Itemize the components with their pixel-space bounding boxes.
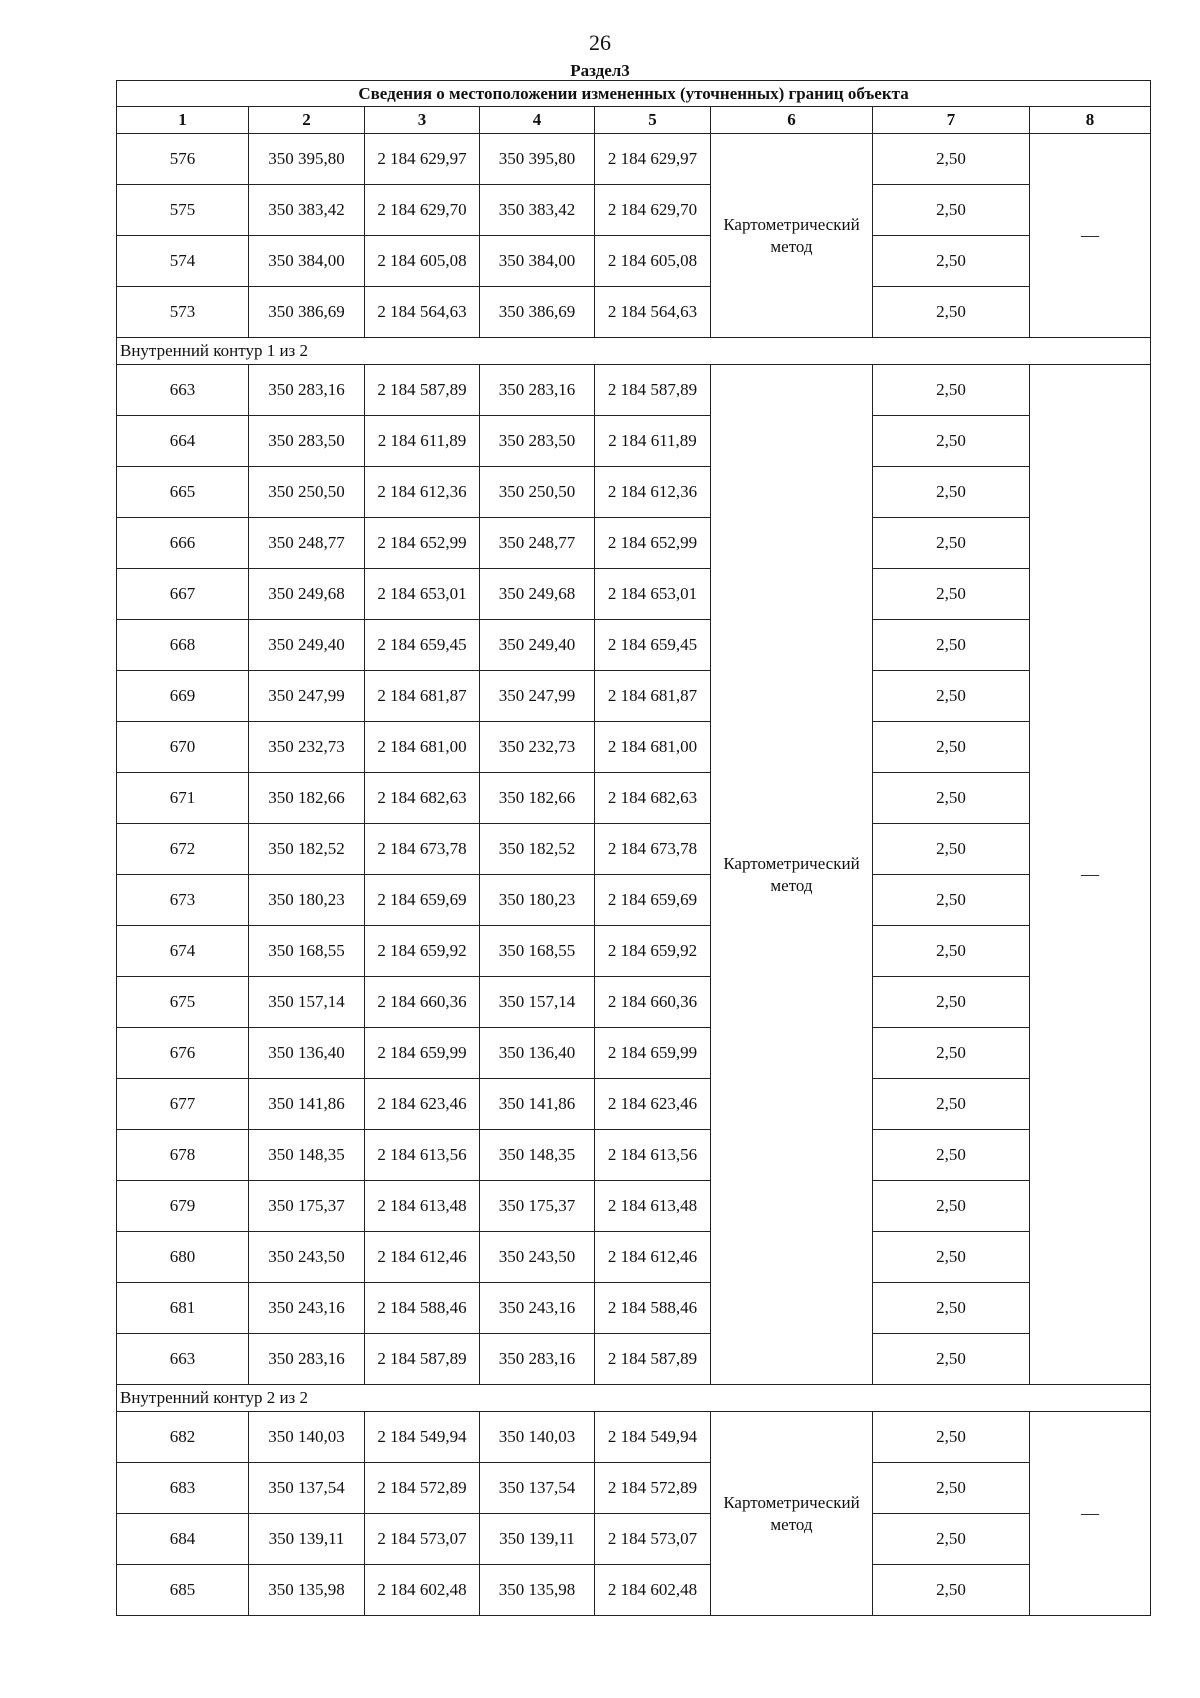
contour-label-row [117, 338, 1151, 365]
point-number-cell: 683 [117, 1463, 249, 1514]
y-coord-cell: 2 184 653,01 [365, 569, 480, 620]
table-row [117, 824, 1151, 875]
x-coord-cell: 350 139,11 [249, 1514, 365, 1565]
x-coord-cell: 350 283,50 [480, 416, 595, 467]
column-header: 1 [117, 107, 249, 134]
accuracy-cell: 2,50 [873, 1130, 1030, 1181]
column-header: 7 [873, 107, 1030, 134]
accuracy-cell: 2,50 [873, 569, 1030, 620]
x-coord-cell: 350 232,73 [249, 722, 365, 773]
y-coord-cell: 2 184 605,08 [595, 236, 711, 287]
table-row [117, 977, 1151, 1028]
y-coord-cell: 2 184 605,08 [365, 236, 480, 287]
accuracy-cell: 2,50 [873, 185, 1030, 236]
y-coord-cell: 2 184 612,36 [365, 467, 480, 518]
table-row [117, 1028, 1151, 1079]
table-row [117, 1334, 1151, 1385]
point-number-cell: 576 [117, 134, 249, 185]
y-coord-cell: 2 184 659,45 [365, 620, 480, 671]
x-coord-cell: 350 283,16 [249, 365, 365, 416]
point-number-cell: 684 [117, 1514, 249, 1565]
x-coord-cell: 350 283,16 [480, 365, 595, 416]
x-coord-cell: 350 175,37 [480, 1181, 595, 1232]
x-coord-cell: 350 136,40 [249, 1028, 365, 1079]
point-number-cell: 663 [117, 365, 249, 416]
point-number-cell: 685 [117, 1565, 249, 1616]
table-row [117, 1181, 1151, 1232]
y-coord-cell: 2 184 613,48 [595, 1181, 711, 1232]
x-coord-cell: 350 141,86 [249, 1079, 365, 1130]
point-number-cell: 678 [117, 1130, 249, 1181]
accuracy-cell: 2,50 [873, 1028, 1030, 1079]
table-row [117, 875, 1151, 926]
column-header: 3 [365, 107, 480, 134]
accuracy-cell: 2,50 [873, 1232, 1030, 1283]
contour-label: Внутренний контур 1 из 2 [117, 338, 1151, 365]
x-coord-cell: 350 148,35 [249, 1130, 365, 1181]
x-coord-cell: 350 168,55 [480, 926, 595, 977]
y-coord-cell: 2 184 681,87 [365, 671, 480, 722]
point-number-cell: 663 [117, 1334, 249, 1385]
x-coord-cell: 350 384,00 [249, 236, 365, 287]
point-number-cell: 677 [117, 1079, 249, 1130]
table-row [117, 518, 1151, 569]
point-number-cell: 666 [117, 518, 249, 569]
column-header: 6 [711, 107, 873, 134]
point-number-cell: 668 [117, 620, 249, 671]
x-coord-cell: 350 182,52 [480, 824, 595, 875]
contour-label-row [117, 1385, 1151, 1412]
y-coord-cell: 2 184 660,36 [365, 977, 480, 1028]
y-coord-cell: 2 184 682,63 [595, 773, 711, 824]
section-title: Раздел3 [570, 61, 630, 80]
accuracy-cell: 2,50 [873, 1514, 1030, 1565]
table-row [117, 926, 1151, 977]
x-coord-cell: 350 386,69 [249, 287, 365, 338]
y-coord-cell: 2 184 659,99 [365, 1028, 480, 1079]
y-coord-cell: 2 184 652,99 [365, 518, 480, 569]
y-coord-cell: 2 184 659,92 [595, 926, 711, 977]
y-coord-cell: 2 184 564,63 [595, 287, 711, 338]
x-coord-cell: 350 243,50 [249, 1232, 365, 1283]
point-number-cell: 671 [117, 773, 249, 824]
x-coord-cell: 350 182,52 [249, 824, 365, 875]
accuracy-cell: 2,50 [873, 287, 1030, 338]
table-row [117, 365, 1151, 416]
x-coord-cell: 350 249,40 [480, 620, 595, 671]
accuracy-cell: 2,50 [873, 236, 1030, 287]
x-coord-cell: 350 395,80 [480, 134, 595, 185]
table-row [117, 773, 1151, 824]
y-coord-cell: 2 184 587,89 [595, 1334, 711, 1385]
x-coord-cell: 350 180,23 [480, 875, 595, 926]
y-coord-cell: 2 184 673,78 [365, 824, 480, 875]
x-coord-cell: 350 283,50 [249, 416, 365, 467]
y-coord-cell: 2 184 611,89 [365, 416, 480, 467]
y-coord-cell: 2 184 602,48 [365, 1565, 480, 1616]
column-8-dash: — [1030, 365, 1151, 1385]
y-coord-cell: 2 184 572,89 [365, 1463, 480, 1514]
y-coord-cell: 2 184 549,94 [595, 1412, 711, 1463]
accuracy-cell: 2,50 [873, 1181, 1030, 1232]
y-coord-cell: 2 184 681,87 [595, 671, 711, 722]
table-caption-row [117, 81, 1151, 107]
y-coord-cell: 2 184 613,56 [365, 1130, 480, 1181]
x-coord-cell: 350 243,16 [249, 1283, 365, 1334]
method-cell: Картометрический метод [711, 134, 873, 338]
y-coord-cell: 2 184 681,00 [365, 722, 480, 773]
y-coord-cell: 2 184 572,89 [595, 1463, 711, 1514]
accuracy-cell: 2,50 [873, 1565, 1030, 1616]
x-coord-cell: 350 137,54 [249, 1463, 365, 1514]
method-cell: Картометрический метод [711, 1412, 873, 1616]
accuracy-cell: 2,50 [873, 365, 1030, 416]
x-coord-cell: 350 247,99 [249, 671, 365, 722]
accuracy-cell: 2,50 [873, 875, 1030, 926]
x-coord-cell: 350 249,68 [249, 569, 365, 620]
table-row [117, 722, 1151, 773]
point-number-cell: 675 [117, 977, 249, 1028]
point-number-cell: 574 [117, 236, 249, 287]
boundary-coordinates-table [116, 80, 1151, 1616]
table-row [117, 1283, 1151, 1334]
y-coord-cell: 2 184 659,99 [595, 1028, 711, 1079]
x-coord-cell: 350 175,37 [249, 1181, 365, 1232]
accuracy-cell: 2,50 [873, 926, 1030, 977]
accuracy-cell: 2,50 [873, 1283, 1030, 1334]
column-8-dash: — [1030, 134, 1151, 338]
y-coord-cell: 2 184 659,92 [365, 926, 480, 977]
contour-label: Внутренний контур 2 из 2 [117, 1385, 1151, 1412]
x-coord-cell: 350 168,55 [249, 926, 365, 977]
x-coord-cell: 350 383,42 [249, 185, 365, 236]
point-number-cell: 670 [117, 722, 249, 773]
x-coord-cell: 350 283,16 [249, 1334, 365, 1385]
y-coord-cell: 2 184 623,46 [365, 1079, 480, 1130]
point-number-cell: 679 [117, 1181, 249, 1232]
table-row [117, 1463, 1151, 1514]
x-coord-cell: 350 384,00 [480, 236, 595, 287]
table-row [117, 1514, 1151, 1565]
y-coord-cell: 2 184 613,56 [595, 1130, 711, 1181]
x-coord-cell: 350 250,50 [249, 467, 365, 518]
y-coord-cell: 2 184 564,63 [365, 287, 480, 338]
table-row [117, 569, 1151, 620]
table-row [117, 236, 1151, 287]
accuracy-cell: 2,50 [873, 620, 1030, 671]
y-coord-cell: 2 184 629,97 [365, 134, 480, 185]
point-number-cell: 667 [117, 569, 249, 620]
x-coord-cell: 350 243,50 [480, 1232, 595, 1283]
point-number-cell: 573 [117, 287, 249, 338]
y-coord-cell: 2 184 653,01 [595, 569, 711, 620]
y-coord-cell: 2 184 612,36 [595, 467, 711, 518]
accuracy-cell: 2,50 [873, 416, 1030, 467]
point-number-cell: 665 [117, 467, 249, 518]
x-coord-cell: 350 140,03 [249, 1412, 365, 1463]
page-number: 26 [589, 30, 611, 55]
accuracy-cell: 2,50 [873, 773, 1030, 824]
column-header: 2 [249, 107, 365, 134]
x-coord-cell: 350 249,40 [249, 620, 365, 671]
y-coord-cell: 2 184 612,46 [595, 1232, 711, 1283]
y-coord-cell: 2 184 652,99 [595, 518, 711, 569]
y-coord-cell: 2 184 549,94 [365, 1412, 480, 1463]
x-coord-cell: 350 247,99 [480, 671, 595, 722]
x-coord-cell: 350 140,03 [480, 1412, 595, 1463]
y-coord-cell: 2 184 659,69 [365, 875, 480, 926]
y-coord-cell: 2 184 588,46 [365, 1283, 480, 1334]
x-coord-cell: 350 182,66 [249, 773, 365, 824]
point-number-cell: 682 [117, 1412, 249, 1463]
accuracy-cell: 2,50 [873, 1334, 1030, 1385]
x-coord-cell: 350 250,50 [480, 467, 595, 518]
y-coord-cell: 2 184 612,46 [365, 1232, 480, 1283]
y-coord-cell: 2 184 659,45 [595, 620, 711, 671]
table-row [117, 134, 1151, 185]
point-number-cell: 575 [117, 185, 249, 236]
y-coord-cell: 2 184 602,48 [595, 1565, 711, 1616]
point-number-cell: 680 [117, 1232, 249, 1283]
x-coord-cell: 350 139,11 [480, 1514, 595, 1565]
y-coord-cell: 2 184 660,36 [595, 977, 711, 1028]
accuracy-cell: 2,50 [873, 134, 1030, 185]
x-coord-cell: 350 180,23 [249, 875, 365, 926]
x-coord-cell: 350 248,77 [249, 518, 365, 569]
accuracy-cell: 2,50 [873, 722, 1030, 773]
x-coord-cell: 350 248,77 [480, 518, 595, 569]
accuracy-cell: 2,50 [873, 1079, 1030, 1130]
y-coord-cell: 2 184 623,46 [595, 1079, 711, 1130]
y-coord-cell: 2 184 573,07 [365, 1514, 480, 1565]
point-number-cell: 664 [117, 416, 249, 467]
y-coord-cell: 2 184 673,78 [595, 824, 711, 875]
x-coord-cell: 350 182,66 [480, 773, 595, 824]
table-body [117, 81, 1151, 1616]
y-coord-cell: 2 184 587,89 [365, 365, 480, 416]
accuracy-cell: 2,50 [873, 977, 1030, 1028]
y-coord-cell: 2 184 629,97 [595, 134, 711, 185]
x-coord-cell: 350 232,73 [480, 722, 595, 773]
accuracy-cell: 2,50 [873, 671, 1030, 722]
y-coord-cell: 2 184 587,89 [595, 365, 711, 416]
table-row [117, 185, 1151, 236]
column-header: 8 [1030, 107, 1151, 134]
point-number-cell: 674 [117, 926, 249, 977]
column-header: 4 [480, 107, 595, 134]
table-row [117, 1565, 1151, 1616]
x-coord-cell: 350 249,68 [480, 569, 595, 620]
x-coord-cell: 350 157,14 [480, 977, 595, 1028]
y-coord-cell: 2 184 681,00 [595, 722, 711, 773]
point-number-cell: 669 [117, 671, 249, 722]
table-caption: Сведения о местоположении измененных (уточненных) границ объекта [117, 81, 1151, 107]
x-coord-cell: 350 157,14 [249, 977, 365, 1028]
x-coord-cell: 350 135,98 [249, 1565, 365, 1616]
y-coord-cell: 2 184 629,70 [595, 185, 711, 236]
y-coord-cell: 2 184 573,07 [595, 1514, 711, 1565]
point-number-cell: 673 [117, 875, 249, 926]
table-row [117, 1079, 1151, 1130]
y-coord-cell: 2 184 613,48 [365, 1181, 480, 1232]
table-row [117, 1232, 1151, 1283]
y-coord-cell: 2 184 659,69 [595, 875, 711, 926]
x-coord-cell: 350 386,69 [480, 287, 595, 338]
point-number-cell: 681 [117, 1283, 249, 1334]
table-row [117, 1130, 1151, 1181]
accuracy-cell: 2,50 [873, 1412, 1030, 1463]
column-header: 5 [595, 107, 711, 134]
y-coord-cell: 2 184 682,63 [365, 773, 480, 824]
x-coord-cell: 350 136,40 [480, 1028, 595, 1079]
x-coord-cell: 350 148,35 [480, 1130, 595, 1181]
method-cell: Картометрический метод [711, 365, 873, 1385]
x-coord-cell: 350 141,86 [480, 1079, 595, 1130]
x-coord-cell: 350 283,16 [480, 1334, 595, 1385]
table-row [117, 467, 1151, 518]
accuracy-cell: 2,50 [873, 1463, 1030, 1514]
point-number-cell: 672 [117, 824, 249, 875]
x-coord-cell: 350 137,54 [480, 1463, 595, 1514]
x-coord-cell: 350 395,80 [249, 134, 365, 185]
column-header-row [117, 107, 1151, 134]
x-coord-cell: 350 243,16 [480, 1283, 595, 1334]
accuracy-cell: 2,50 [873, 467, 1030, 518]
x-coord-cell: 350 135,98 [480, 1565, 595, 1616]
accuracy-cell: 2,50 [873, 518, 1030, 569]
column-8-dash: — [1030, 1412, 1151, 1616]
table-row [117, 1412, 1151, 1463]
y-coord-cell: 2 184 611,89 [595, 416, 711, 467]
y-coord-cell: 2 184 587,89 [365, 1334, 480, 1385]
y-coord-cell: 2 184 588,46 [595, 1283, 711, 1334]
x-coord-cell: 350 383,42 [480, 185, 595, 236]
y-coord-cell: 2 184 629,70 [365, 185, 480, 236]
table-row [117, 620, 1151, 671]
point-number-cell: 676 [117, 1028, 249, 1079]
table-row [117, 671, 1151, 722]
accuracy-cell: 2,50 [873, 824, 1030, 875]
table-row [117, 416, 1151, 467]
table-row [117, 287, 1151, 338]
